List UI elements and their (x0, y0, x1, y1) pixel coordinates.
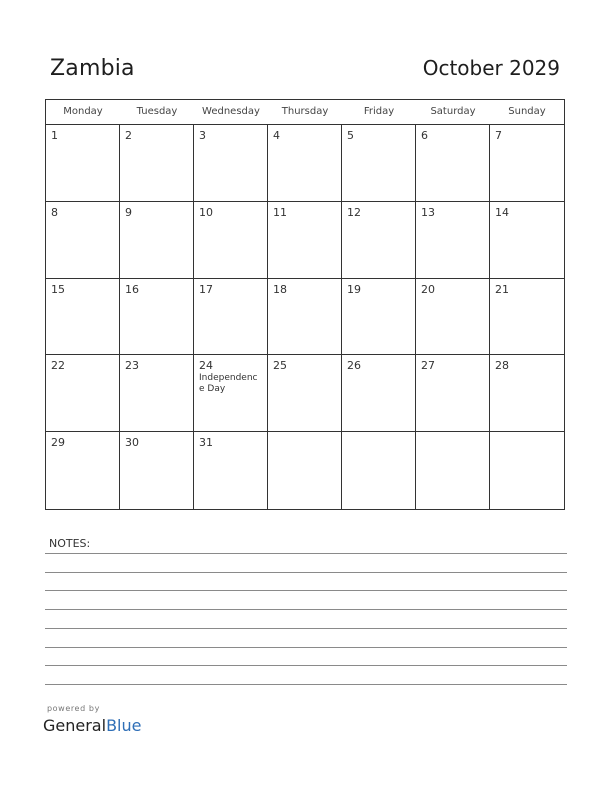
week-row (46, 432, 564, 509)
generalblue-logo[interactable] (43, 716, 141, 735)
day-of-week-friday: Friday (363, 106, 395, 117)
day-cell[interactable] (120, 355, 194, 431)
days-of-week-header (46, 100, 564, 125)
day-number: 1 (51, 129, 58, 142)
day-of-week-saturday: Saturday (430, 106, 476, 117)
day-cell[interactable] (342, 355, 416, 431)
day-number: 12 (347, 205, 361, 219)
powered-by-text: powered by (47, 704, 100, 713)
day-number: 23 (125, 359, 139, 373)
notes-label: NOTES: (49, 537, 91, 550)
day-cell[interactable] (490, 202, 564, 278)
day-cell[interactable] (268, 355, 342, 431)
day-cell[interactable] (46, 432, 120, 509)
day-number: 7 (495, 129, 502, 142)
day-number: 13 (421, 205, 435, 219)
day-number: 19 (347, 282, 361, 296)
day-cell[interactable] (342, 202, 416, 278)
country-title: Zambia (50, 56, 135, 81)
day-cell[interactable] (342, 432, 416, 509)
brand-blue: Blue (106, 716, 142, 735)
day-number: 26 (347, 359, 361, 373)
day-cell[interactable] (416, 279, 490, 355)
day-cell[interactable] (490, 432, 564, 509)
day-number: 14 (495, 205, 509, 219)
month-title: October 2029 (422, 56, 560, 80)
day-number: 10 (199, 205, 213, 219)
brand-general: General (43, 716, 107, 735)
week-row (46, 279, 564, 356)
day-cell[interactable] (342, 125, 416, 201)
day-cell[interactable] (120, 279, 194, 355)
day-cell[interactable] (268, 279, 342, 355)
note-line (45, 665, 567, 666)
day-cell[interactable] (268, 202, 342, 278)
day-number: 17 (199, 282, 213, 296)
day-cell[interactable] (268, 125, 342, 201)
day-number: 24 (199, 359, 213, 373)
day-cell[interactable] (268, 432, 342, 509)
day-number: 27 (421, 359, 435, 373)
note-line (45, 553, 567, 554)
day-cell[interactable] (416, 355, 490, 431)
day-number: 8 (51, 205, 58, 219)
day-cell[interactable] (120, 432, 194, 509)
calendar-grid (45, 99, 565, 510)
day-of-week-wednesday: Wednesday (202, 106, 260, 117)
day-number: 15 (51, 282, 65, 296)
day-number: 5 (347, 129, 354, 142)
day-cell[interactable] (120, 202, 194, 278)
day-cell[interactable] (194, 279, 268, 355)
day-cell[interactable] (46, 355, 120, 431)
day-number: 29 (51, 436, 65, 450)
day-number: 2 (125, 129, 132, 142)
day-cell[interactable] (194, 355, 268, 431)
day-number: 18 (273, 282, 287, 296)
week-row (46, 125, 564, 202)
note-line (45, 590, 567, 591)
day-number: 11 (273, 205, 287, 219)
day-number: 28 (495, 359, 509, 373)
day-number: 21 (495, 282, 509, 296)
day-number: 25 (273, 359, 287, 373)
day-of-week-thursday: Thursday (281, 106, 329, 117)
day-of-week-tuesday: Tuesday (136, 106, 178, 117)
note-line (45, 628, 567, 629)
day-number: 4 (273, 129, 280, 142)
week-row (46, 202, 564, 279)
day-of-week-sunday: Sunday (508, 106, 546, 117)
day-number: 31 (199, 436, 213, 450)
day-cell[interactable] (490, 125, 564, 201)
day-number: 16 (125, 282, 139, 296)
day-cell[interactable] (46, 202, 120, 278)
day-number: 30 (125, 436, 139, 450)
day-cell[interactable] (46, 279, 120, 355)
note-line (45, 572, 567, 573)
day-of-week-monday: Monday (63, 106, 103, 117)
day-cell[interactable] (194, 125, 268, 201)
day-cell[interactable] (194, 432, 268, 509)
day-number: 6 (421, 129, 428, 142)
day-number: 3 (199, 129, 206, 142)
day-cell[interactable] (490, 279, 564, 355)
note-line (45, 609, 567, 610)
calendar-weeks (46, 125, 564, 509)
day-number: 20 (421, 282, 435, 296)
note-line (45, 647, 567, 648)
holiday-event: Independence Day (199, 373, 258, 395)
note-line (45, 684, 567, 685)
day-number: 9 (125, 205, 132, 219)
day-cell[interactable] (490, 355, 564, 431)
day-cell[interactable] (46, 125, 120, 201)
week-row (46, 355, 564, 432)
day-number: 22 (51, 359, 65, 373)
day-cell[interactable] (416, 432, 490, 509)
day-cell[interactable] (194, 202, 268, 278)
day-cell[interactable] (342, 279, 416, 355)
day-cell[interactable] (416, 125, 490, 201)
day-cell[interactable] (120, 125, 194, 201)
day-cell[interactable] (416, 202, 490, 278)
